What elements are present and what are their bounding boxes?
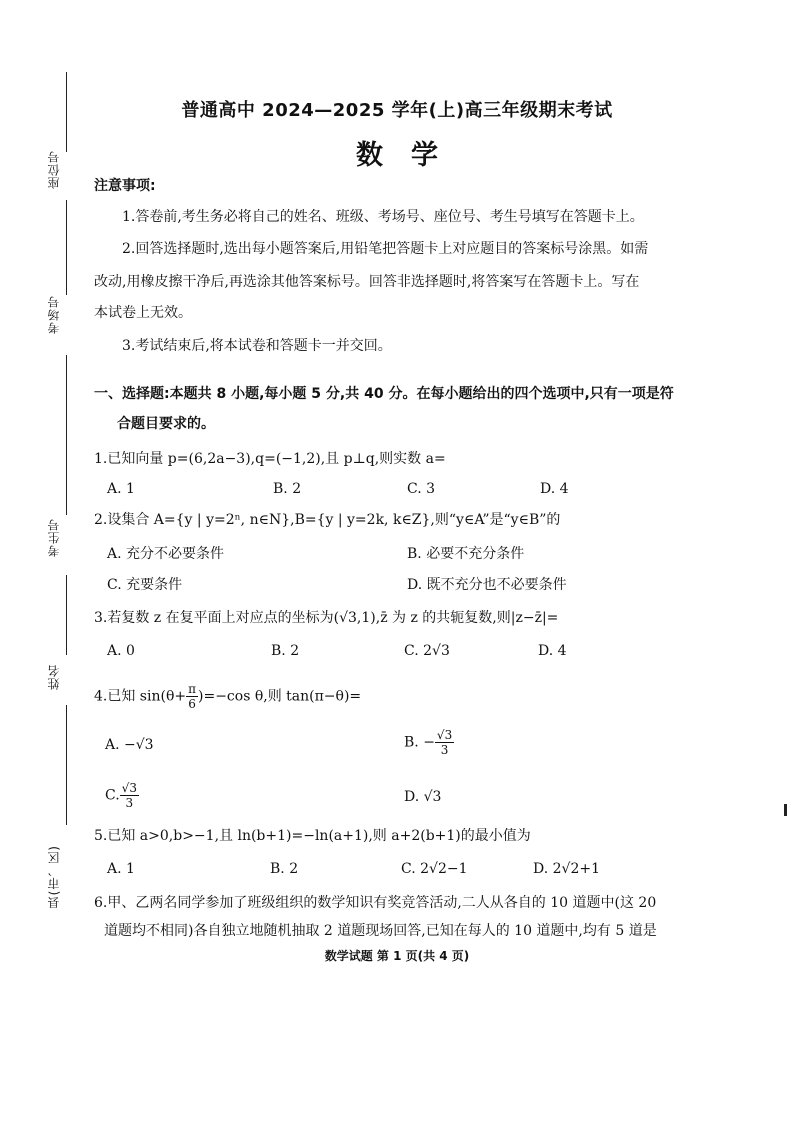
question-2-stem: 2.设集合 A={y | y=2ⁿ, n∈N},B={y | y=2k, k∈Z},则“y∈A”是“y∈B”的 <box>94 512 561 528</box>
question-3-option-b: B. 2 <box>271 643 300 659</box>
question-6-line-1: 6.甲、乙两名同学参加了班级组织的数学知识有奖竞答活动,二人从各自的 10 道题中(这 20 <box>94 895 657 911</box>
fraction-denominator: 3 <box>125 796 134 810</box>
name-label: 姓名 <box>47 664 61 690</box>
question-4-option-b <box>404 728 454 757</box>
question-1-stem: 1.已知向量 p=(6,2a−3),q=(−1,2),且 p⊥q,则实数 a= <box>94 451 446 467</box>
margin-line-name <box>66 705 67 825</box>
question-3-option-c: C. 2√3 <box>404 643 450 659</box>
notice-item-2-line-3: 本试卷上无效。 <box>94 305 192 321</box>
question-1-option-d: D. 4 <box>540 481 569 497</box>
fraction-denominator: 6 <box>188 697 196 711</box>
option-c-fraction <box>120 781 139 810</box>
fraction-numerator: π <box>188 682 196 696</box>
exam-number-label: 考生号 <box>47 518 61 557</box>
exam-title: 普通高中 2024—2025 学年(上)高三年级期末考试 <box>181 100 613 121</box>
subject-title: 数学 <box>356 140 466 171</box>
notice-item-2-line-1: 2.回答选择题时,选出每小题答案后,用铅笔把答题卡上对应题目的答案标号涂黑。如需 <box>122 241 649 257</box>
question-2-option-c: C. 充要条件 <box>107 577 183 593</box>
page-footer: 数学试题 第 1 页(共 4 页) <box>324 949 470 963</box>
binding-edge-mark <box>784 804 787 816</box>
question-5-stem: 5.已知 a>0,b>−1,且 ln(b+1)=−ln(a+1),则 a+2(b+1)的最小值为 <box>94 828 531 844</box>
question-5-option-d: D. 2√2+1 <box>533 861 600 877</box>
pi-over-6-fraction <box>186 682 198 711</box>
county-label: 县(市、区) <box>47 845 61 909</box>
question-3-option-a: A. 0 <box>107 643 135 659</box>
question-4-option-d: D. √3 <box>404 789 442 805</box>
fraction-numerator: √3 <box>436 728 453 742</box>
question-3-stem: 3.若复数 z 在复平面上对应点的坐标为(√3,1),z̄ 为 z 的共轭复数,则|z−z̄|= <box>94 610 559 626</box>
question-4-stem-pre: 4.已知 sin(θ+ <box>94 688 187 705</box>
question-6-line-2: 道题均不相同)各自独立地随机抽取 2 道题现场回答,已知在每人的 10 道题中,均有 5 道是 <box>104 923 657 939</box>
question-1-option-a: A. 1 <box>107 481 135 497</box>
question-5-option-a: A. 1 <box>107 861 135 877</box>
question-2-option-a: A. 充分不必要条件 <box>107 546 225 562</box>
question-3-option-d: D. 4 <box>538 643 567 659</box>
question-4-stem-post: )=−cos θ,则 tan(π−θ)= <box>198 688 362 705</box>
notice-item-3: 3.考试结束后,将本试卷和答题卡一并交回。 <box>122 338 392 354</box>
option-c-prefix: C. <box>105 787 120 804</box>
question-5-option-c: C. 2√2−1 <box>401 861 468 877</box>
notice-heading: 注意事项: <box>94 178 156 194</box>
fraction-numerator: √3 <box>121 781 137 795</box>
option-b-prefix: B. − <box>404 734 435 751</box>
margin-line-room <box>66 355 67 515</box>
question-2-option-b: B. 必要不充分条件 <box>407 546 525 562</box>
seat-number-label: 座位号 <box>47 150 61 189</box>
margin-line-seat <box>66 200 67 295</box>
section-1-heading: 一、选择题:本题共 8 小题,每小题 5 分,共 40 分。在每小题给出的四个选项中,只有一项是符 <box>94 386 674 402</box>
question-4-stem <box>94 682 361 711</box>
question-4-option-c <box>105 781 139 810</box>
notice-item-2-line-2: 改动,用橡皮擦干净后,再选涂其他答案标号。回答非选择题时,将答案写在答题卡上。写在 <box>94 274 640 290</box>
option-b-fraction <box>435 728 454 757</box>
section-1-heading-cont: 合题目要求的。 <box>117 416 215 432</box>
question-4-option-a: A. −√3 <box>105 737 154 753</box>
notice-item-1: 1.答卷前,考生务必将自己的姓名、班级、考场号、座位号、考生号填写在答题卡上。 <box>122 209 644 225</box>
margin-line-exam-no <box>66 575 67 655</box>
fraction-denominator: 3 <box>440 743 449 757</box>
question-5-option-b: B. 2 <box>270 861 299 877</box>
question-2-option-d: D. 既不充分也不必要条件 <box>407 577 567 593</box>
exam-room-label: 考场号 <box>47 295 61 334</box>
question-1-option-b: B. 2 <box>273 481 302 497</box>
question-1-option-c: C. 3 <box>407 481 436 497</box>
